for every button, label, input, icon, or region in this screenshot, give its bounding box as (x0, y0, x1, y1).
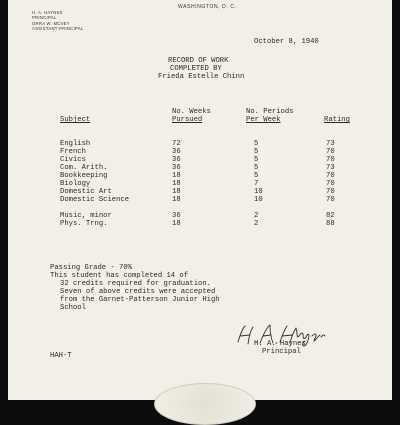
subject-periods: 2 (254, 220, 259, 228)
record-document (8, 0, 392, 400)
subject-name: Civics (60, 156, 86, 164)
subject-weeks: 18 (172, 188, 181, 196)
subject-weeks: 18 (172, 220, 181, 228)
subject-row (60, 220, 360, 228)
subject-weeks: 72 (172, 140, 181, 148)
credits-note-line: School (60, 304, 86, 312)
subject-name: Biology (60, 180, 91, 188)
subject-row (60, 140, 360, 148)
col-periods-line2: Per Week (246, 116, 281, 124)
subject-row (60, 148, 360, 156)
subject-rating: 70 (326, 172, 335, 180)
subject-row (60, 180, 360, 188)
letterhead-principal-title: PRINCIPAL (32, 15, 57, 20)
subject-row (60, 164, 360, 172)
signatory-name: H. A. Haynes (254, 340, 306, 348)
subject-rating: 88 (326, 220, 335, 228)
subject-weeks: 36 (172, 148, 181, 156)
subject-rating: 70 (326, 180, 335, 188)
subject-row (60, 172, 360, 180)
subject-periods: 10 (254, 188, 263, 196)
reference-initials: HAH-T (50, 352, 72, 360)
heading-record-of-work: RECORD OF WORK (168, 57, 229, 65)
heading-student-name: Frieda Estelle Chinn (158, 73, 245, 81)
subject-rating: 73 (326, 164, 335, 172)
subject-name: Bookkeeping (60, 172, 108, 180)
subject-rating: 82 (326, 212, 335, 220)
col-weeks-line2: Pursued (172, 116, 203, 124)
subject-weeks: 18 (172, 180, 181, 188)
credits-note-line: from the Garnet-Patterson Junior High (60, 296, 220, 304)
subject-rating: 70 (326, 148, 335, 156)
subject-periods: 5 (254, 164, 259, 172)
credits-note-line: Seven of above credits were accepted (60, 288, 216, 296)
letterhead-principal-name: H. A. HAYNES (32, 10, 63, 15)
col-weeks-line1: No. Weeks (172, 108, 211, 116)
subject-periods: 5 (254, 172, 259, 180)
subject-name: Com. Arith. (60, 164, 108, 172)
signatory-title: Principal (262, 348, 301, 356)
subject-periods: 5 (254, 148, 259, 156)
subject-weeks: 36 (172, 164, 181, 172)
heading-completed-by: COMPLETED BY (170, 65, 222, 73)
embossed-seal (154, 383, 256, 425)
subject-weeks: 36 (172, 212, 181, 220)
subject-weeks: 18 (172, 172, 181, 180)
subject-name: English (60, 140, 91, 148)
subject-name: Domestic Art (60, 188, 112, 196)
col-subject: Subject (60, 116, 91, 124)
subject-rating: 70 (326, 196, 335, 204)
subject-periods: 10 (254, 196, 263, 204)
subject-row (60, 156, 360, 164)
subject-weeks: 36 (172, 156, 181, 164)
passing-grade-note: Passing Grade - 70% (50, 264, 132, 272)
subject-rating: 70 (326, 188, 335, 196)
subject-name: Domestic Science (60, 196, 130, 204)
subject-row (60, 196, 360, 204)
subject-periods: 2 (254, 212, 259, 220)
letterhead-assistant-title: ASSISTANT PRINCIPAL (32, 26, 84, 31)
letterhead-assistant-name: ORRA W. MCVEY (32, 21, 70, 26)
credits-note-line: This student has completed 14 of (50, 272, 189, 280)
subject-name: Music, minor (60, 212, 112, 220)
subject-weeks: 18 (172, 196, 181, 204)
credits-note-line: 32 credits required for graduation. (60, 280, 211, 288)
subject-periods: 5 (254, 156, 259, 164)
document-date: October 8, 1940 (254, 38, 319, 46)
subject-rating: 70 (326, 156, 335, 164)
subject-rating: 73 (326, 140, 335, 148)
subject-name: French (60, 148, 86, 156)
subject-periods: 7 (254, 180, 259, 188)
subject-periods: 5 (254, 140, 259, 148)
subject-name: Phys. Trng. (60, 220, 108, 228)
col-periods-line1: No. Periods (246, 108, 294, 116)
subject-row (60, 188, 360, 196)
col-rating: Rating (324, 116, 350, 124)
letterhead-city: WASHINGTON, D. C. (178, 4, 237, 10)
subject-row (60, 212, 360, 220)
